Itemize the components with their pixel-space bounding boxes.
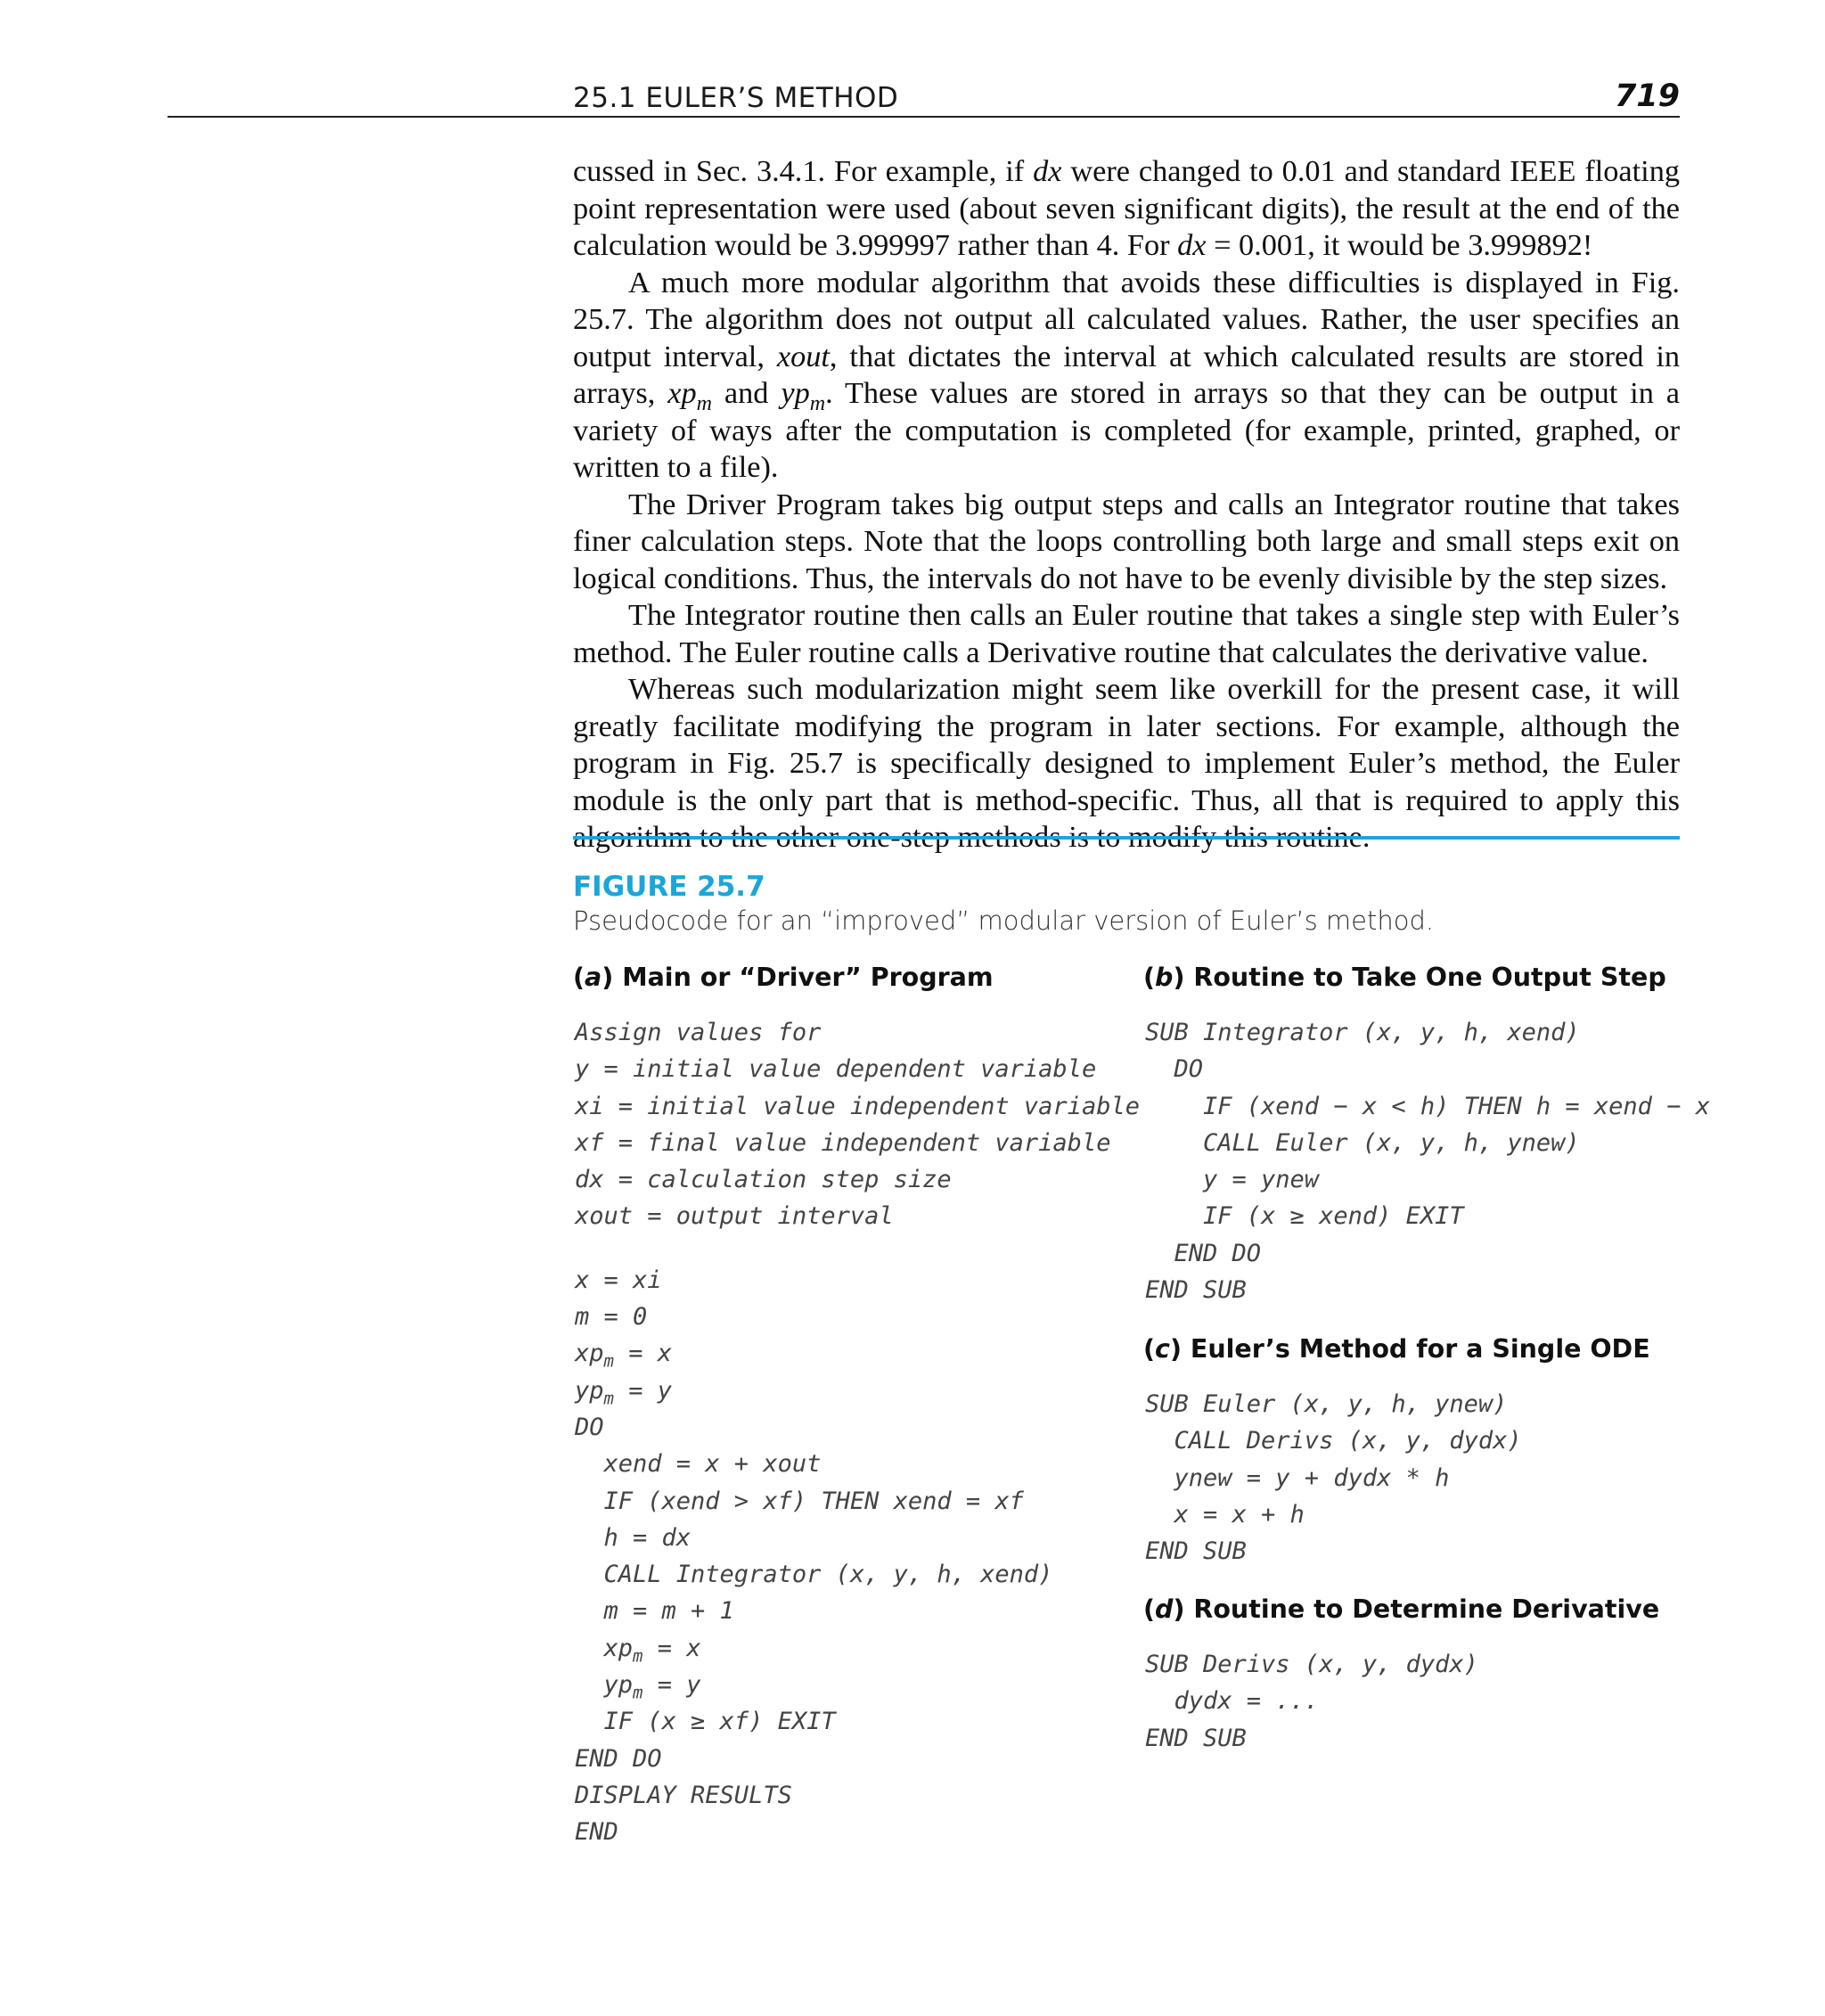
math-symbol: dx (1033, 154, 1062, 188)
code-line: ynew = y + dydx * h (1145, 1463, 1450, 1492)
code-gap (575, 1235, 1140, 1262)
panel-title: Main or “Driver” Program (613, 963, 994, 992)
panel-a-heading: (a) Main or “Driver” Program (573, 963, 994, 992)
figure-divider (573, 836, 1680, 840)
page-number: 719 (1614, 78, 1680, 114)
code-line: DO (575, 1413, 604, 1441)
code-line: IF (xend − x < h) THEN h = xend − x (1145, 1092, 1710, 1120)
panel-letter: b (1155, 963, 1174, 992)
panel-letter: c (1155, 1334, 1170, 1364)
code-line: IF (xend > xf) THEN xend = xf (575, 1487, 1024, 1515)
paragraph: A much more modular algorithm that avoids these difficulties is displayed in Fig. 25.7. The algorithm does not output all calculated values. Rather, the user specifies an output interval, xout, that dictates the interval at which calculated results are stored in arrays, $xp_m$ and $yp_m$. These values are stored in arrays so that they can be output in a variety of ways after the computation is completed (for example, printed, graphed, or written to a file). (573, 265, 1681, 484)
panel-c-heading: (c) Euler’s Method for a Single ODE (1143, 1334, 1650, 1364)
code-line: END SUB (1145, 1276, 1247, 1305)
figure-label: FIGURE 25.7 (573, 871, 765, 903)
code-line: h = dx (575, 1523, 692, 1552)
panel-b-code (1145, 1014, 1710, 1308)
code-line: x = xi (575, 1266, 662, 1294)
code-line: END DO (1145, 1239, 1262, 1267)
math-symbol: xout (776, 339, 830, 373)
panel-c-code (1145, 1386, 1522, 1569)
panel-d-heading: (d) Routine to Determine Derivative (1143, 1594, 1660, 1624)
code-line: SUB Derivs (x, y, dydx) (1145, 1651, 1478, 1678)
code-line: DO (1145, 1055, 1204, 1084)
math-symbol: $xp_m$ (667, 376, 712, 415)
panel-title: Routine to Determine Derivative (1184, 1594, 1660, 1624)
code-line: m = m + 1 (575, 1597, 734, 1626)
code-line: SUB Integrator (x, y, h, xend) (1145, 1019, 1580, 1046)
code-line: dx = calculation step size (575, 1166, 952, 1194)
code-line: m = 0 (575, 1303, 648, 1332)
code-line: y = initial value dependent variable (575, 1055, 1097, 1084)
code-line: END SUB (1145, 1724, 1247, 1752)
paragraph: The Integrator routine then calls an Euler routine that takes a single step with Euler’s method. The Euler routine calls a Derivative routine that calculates the derivative value. (573, 598, 1680, 669)
code-line: dydx = ... (1145, 1687, 1320, 1716)
panel-d-code (1145, 1646, 1478, 1757)
paragraph: The Driver Program takes big output steps and calls an Integrator routine that takes finer calculation steps. Note that the loops controlling both large and small steps exit on logical conditions. Thus, the intervals do not have to be evenly divisible by the step sizes. (573, 487, 1680, 595)
code-line: IF (x ≥ xend) EXIT (1145, 1202, 1464, 1231)
code-line: $yp_m = y$ (575, 1671, 701, 1703)
code-line: $yp_m = y$ (575, 1376, 672, 1409)
code-line: CALL Integrator (x, y, h, xend) (575, 1561, 1053, 1589)
code-line: xout = output interval (575, 1202, 894, 1231)
header-divider (168, 116, 1680, 118)
body-text (573, 153, 1680, 856)
code-line: DISPLAY RESULTS (575, 1781, 792, 1809)
code-line: Assign values for (575, 1019, 822, 1046)
paragraph: cussed in Sec. 3.4.1. For example, if dx were changed to 0.01 and standard IEEE floating point representation were used (about seven significant digits), the result at the end of the calculation would be 3.999997 rather than 4. For dx = 0.001, it would be 3.999892! (573, 154, 1680, 262)
math-symbol: $yp_m$ (781, 376, 826, 415)
panel-title: Euler’s Method for a Single ODE (1181, 1334, 1650, 1364)
code-line: END SUB (1145, 1537, 1247, 1566)
code-line: $xp_m = x$ (575, 1634, 701, 1667)
code-line: x = x + h (1145, 1500, 1305, 1528)
code-line: SUB Euler (x, y, h, ynew) (1145, 1390, 1508, 1418)
code-line: xi = initial value independent variable (575, 1092, 1140, 1120)
code-line: xf = final value independent variable (575, 1128, 1111, 1157)
panel-title: Routine to Take One Output Step (1184, 963, 1666, 992)
code-line: END (575, 1818, 618, 1847)
code-line: CALL Derivs (x, y, dydx) (1145, 1427, 1522, 1455)
code-line: IF (x ≥ xf) EXIT (575, 1708, 836, 1736)
code-line: y = ynew (1145, 1166, 1320, 1194)
code-line: $xp_m = x$ (575, 1340, 672, 1372)
code-line: xend = x + xout (575, 1450, 822, 1479)
code-line: CALL Euler (x, y, h, ynew) (1145, 1128, 1580, 1157)
running-header-section: 25.1 EULER’S METHOD (573, 82, 899, 114)
panel-b-heading: (b) Routine to Take One Output Step (1143, 963, 1666, 992)
panel-a-code (575, 1014, 1140, 1851)
code-line: END DO (575, 1744, 662, 1773)
panel-letter: a (585, 963, 602, 992)
figure-caption: Pseudocode for an “improved” modular version of Euler’s method. (573, 906, 1435, 936)
math-symbol: dx (1177, 228, 1207, 262)
panel-letter: d (1155, 1594, 1174, 1624)
paragraph: Whereas such modularization might seem like overkill for the present case, it will greatly facilitate modifying the program in later sections. For example, although the program in Fig. 25.7 is specifically designed to implement Euler’s method, the Euler module is the only part that is method-specific. Thus, all that is required to apply this algorithm to the other one-step methods is to modify this routine. (573, 672, 1680, 854)
